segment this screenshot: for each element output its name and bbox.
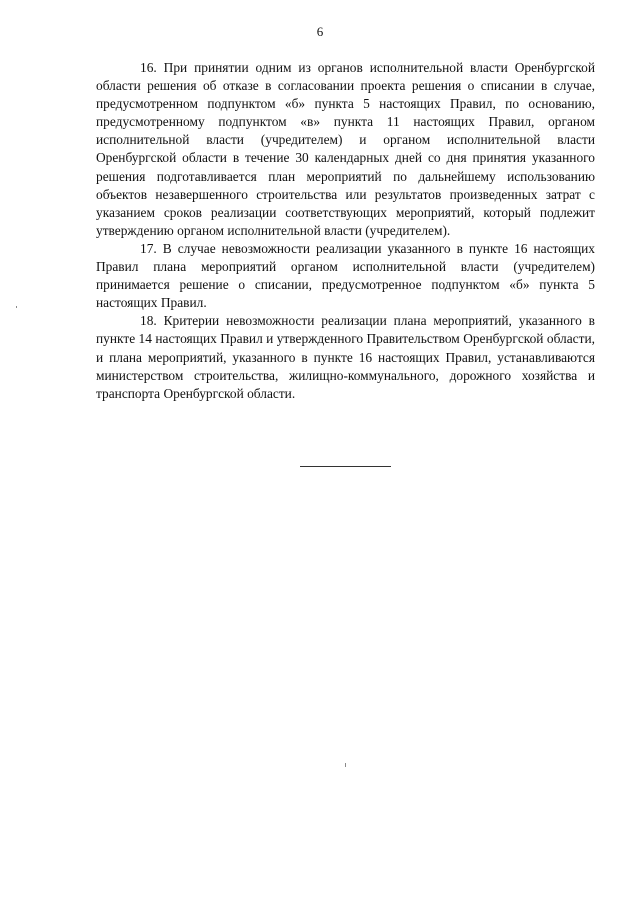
paragraph-17: 17. В случае невозможности реализации указанного в пункте 16 настоящих Правил плана мероприятий органом исполнительной власти (учредителем) принимается решение о списании, предусмотренное подпунктом «б» пункта 5 настоящих Правил.: [96, 240, 595, 311]
paragraph-16: 16. При принятии одним из органов исполнительной власти Оренбургской области решения об отказе в согласовании проекта решения о списании в случае, предусмотренном подпунктом «б» пункта 5 настоящих Правил, по основанию, предусмотренному подпунктом «в» пункта 11 настоящих Правил, органом исполнительной власти (учредителем) и органом исполнительной власти Оренбургской области в течение 30 календарных дней со дня принятия указанного решения подготавливается план мероприятий по дальнейшему использованию объектов незавершенного строительства или результатов произведенных затрат с указанием сроков реализации соответствующих мероприятий, который подлежит утверждению органом исполнительной власти (учредителем).: [96, 60, 595, 238]
document-body: [96, 59, 595, 403]
page-number: 6: [316, 24, 324, 39]
end-divider-line: [300, 466, 391, 467]
scan-speck-left: [16, 306, 17, 308]
paragraph-18: 18. Критерии невозможности реализации плана мероприятий, указанного в пункте 14 настоящих Правил и утвержденного Правительством Оренбургской области, и плана мероприятий, указанного в пункте 16 настоящих Правил, устанавливаются министерством строительства, жилищно-коммунального, дорожного хозяйства и транспорта Оренбургской области.: [96, 313, 595, 401]
scan-speck-bottom: [345, 763, 346, 767]
